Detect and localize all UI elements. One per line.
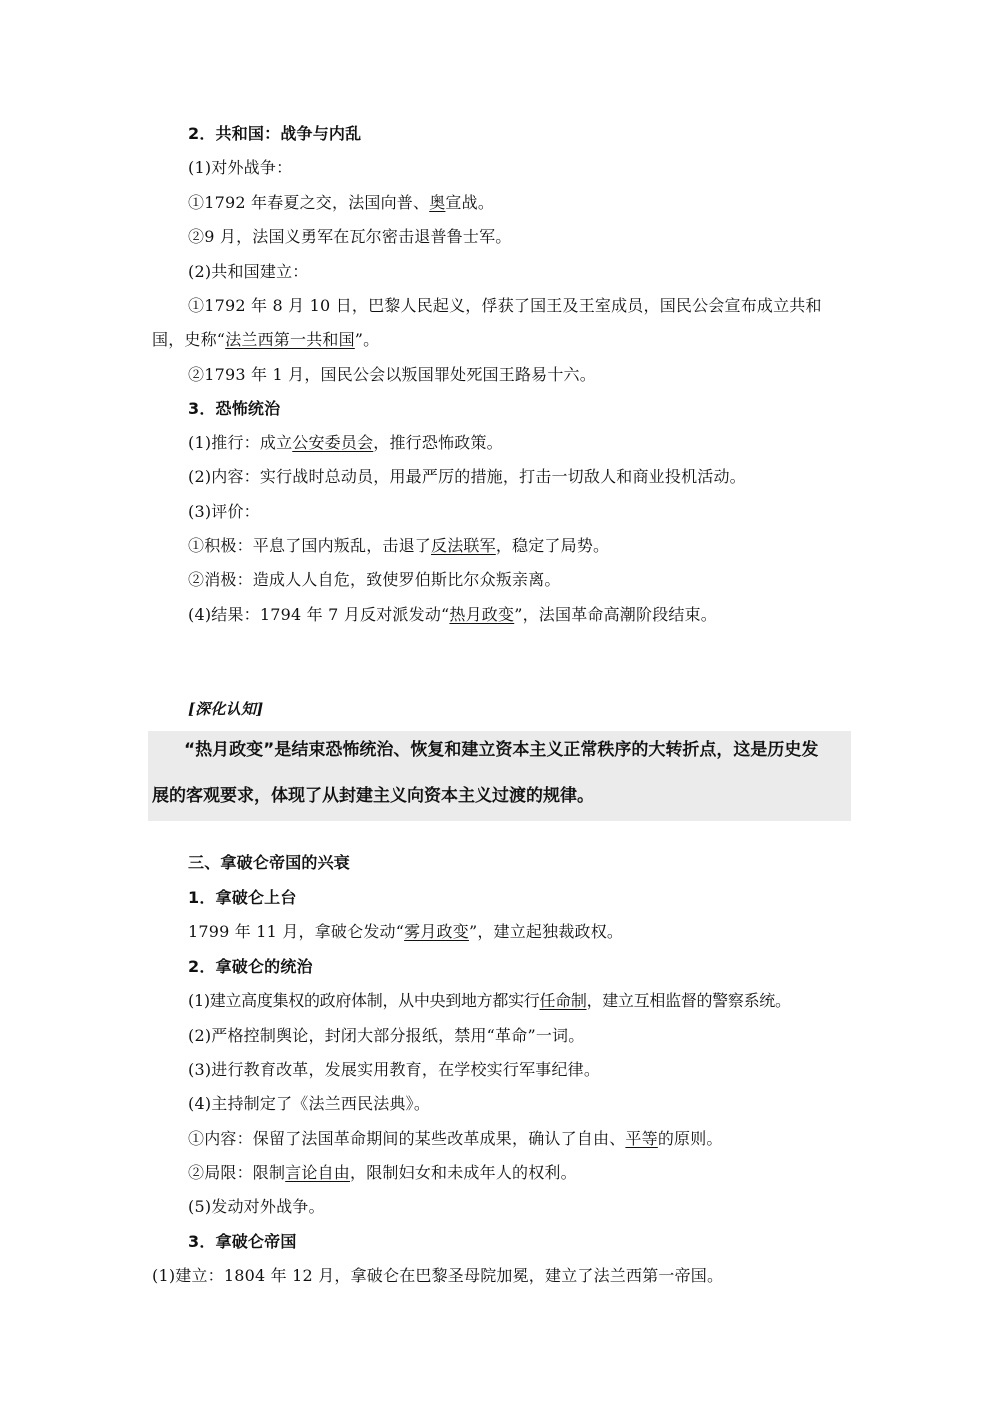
section-heading-napoleon-rise: 1．拿破仑上台 (188, 888, 297, 907)
insight-line2: 展的客观要求，体现了从封建主义向资本主义过渡的规律。 (152, 786, 594, 806)
list-item-press-control: (2)严格控制舆论，封闭大部分报纸，禁用“革命”一词。 (188, 1026, 585, 1045)
subheading-foreign-war: (1)对外战争： (188, 158, 293, 177)
underlined-term: 雾月政变 (404, 922, 469, 941)
list-item-uprising-line1: ①1792 年 8 月 10 日，巴黎人民起义，俘获了国王及王室成员，国民公会宣布成立共和 (188, 296, 822, 315)
text: ，稳定了局势。 (495, 536, 610, 555)
section-heading-napoleon-rule: 2．拿破仑的统治 (188, 957, 313, 976)
text: ①1792 年春夏之交，法国向普、 (188, 193, 430, 212)
paragraph-brumaire (188, 921, 623, 943)
underlined-term: 法兰西第一共和国 (225, 330, 355, 349)
text: ”。 (354, 330, 380, 349)
text: ②局限：限制 (188, 1163, 286, 1182)
section-heading-terror: 3．恐怖统治 (188, 399, 281, 418)
list-item-centralization (188, 990, 791, 1012)
text: 的原则。 (657, 1129, 723, 1148)
text: (1)推行：成立 (188, 433, 293, 452)
list-item-result (188, 604, 717, 626)
part-heading-napoleon-empire: 三、拿破仑帝国的兴衰 (188, 853, 351, 872)
list-item-war-declared (188, 192, 494, 214)
subheading-evaluation: (3)评价： (188, 502, 260, 521)
list-item-positive (188, 535, 609, 557)
text: 国，史称“ (152, 330, 226, 349)
underlined-term: 言论自由 (285, 1163, 351, 1182)
list-item-king-executed: ②1793 年 1 月，国民公会以叛国罪处死国王路易十六。 (188, 365, 596, 384)
underlined-term: 热月政变 (449, 605, 515, 624)
subheading-republic-founded: (2)共和国建立： (188, 262, 309, 281)
text: 宣战。 (445, 193, 495, 212)
list-item-code-content (188, 1128, 723, 1150)
underlined-term: 公安委员会 (292, 433, 374, 452)
text: ”，建立起独裁政权。 (468, 922, 624, 941)
insight-callout-box (148, 731, 851, 821)
text: ，推行恐怖政策。 (373, 433, 503, 452)
text: ①积极：平息了国内叛乱，击退了 (188, 536, 432, 555)
list-item-civil-code: (4)主持制定了《法兰西民法典》。 (188, 1094, 431, 1113)
underlined-term: 任命制 (539, 991, 587, 1010)
section-heading-napoleon-empire: 3．拿破仑帝国 (188, 1232, 297, 1251)
underlined-term: 平等 (625, 1129, 658, 1148)
list-item-content: (2)内容：实行战时总动员，用最严厉的措施，打击一切敌人和商业投机活动。 (188, 467, 746, 486)
text: (1)建立高度集权的政府体制，从中央到地方都实行 (188, 991, 540, 1010)
underlined-term: 奥 (429, 193, 446, 212)
text: ，建立互相监督的警察系统。 (586, 991, 791, 1010)
underlined-term: 反法联军 (431, 536, 496, 555)
text: (4)结果：1794 年 7 月反对派发动“ (188, 605, 450, 624)
text: ，限制妇女和未成年人的权利。 (350, 1163, 577, 1182)
list-item-code-limits (188, 1162, 577, 1184)
list-item-negative: ②消极：造成人人自危，致使罗伯斯比尔众叛亲离。 (188, 570, 561, 589)
list-item-uprising-line2 (152, 329, 379, 351)
list-item-foreign-war: (5)发动对外战争。 (188, 1197, 325, 1216)
text: 1799 年 11 月，拿破仑发动“ (188, 922, 405, 941)
insight-line1: “热月政变”是结束恐怖统治、恢复和建立资本主义正常秩序的大转折点，这是历史发 (184, 740, 819, 760)
text: ”，法国革命高潮阶段结束。 (514, 605, 717, 624)
list-item-implement (188, 432, 503, 454)
list-item-valmy: ②9 月，法国义勇军在瓦尔密击退普鲁士军。 (188, 227, 512, 246)
insight-tag: [深化认知] (188, 700, 264, 718)
section-heading-republic: 2．共和国：战争与内乱 (188, 124, 362, 143)
list-item-education: (3)进行教育改革，发展实用教育，在学校实行军事纪律。 (188, 1060, 601, 1079)
list-item-empire-founded: (1)建立：1804 年 12 月，拿破仑在巴黎圣母院加冕，建立了法兰西第一帝国。 (152, 1266, 724, 1285)
text: ①内容：保留了法国革命期间的某些改革成果，确认了自由、 (188, 1129, 626, 1148)
